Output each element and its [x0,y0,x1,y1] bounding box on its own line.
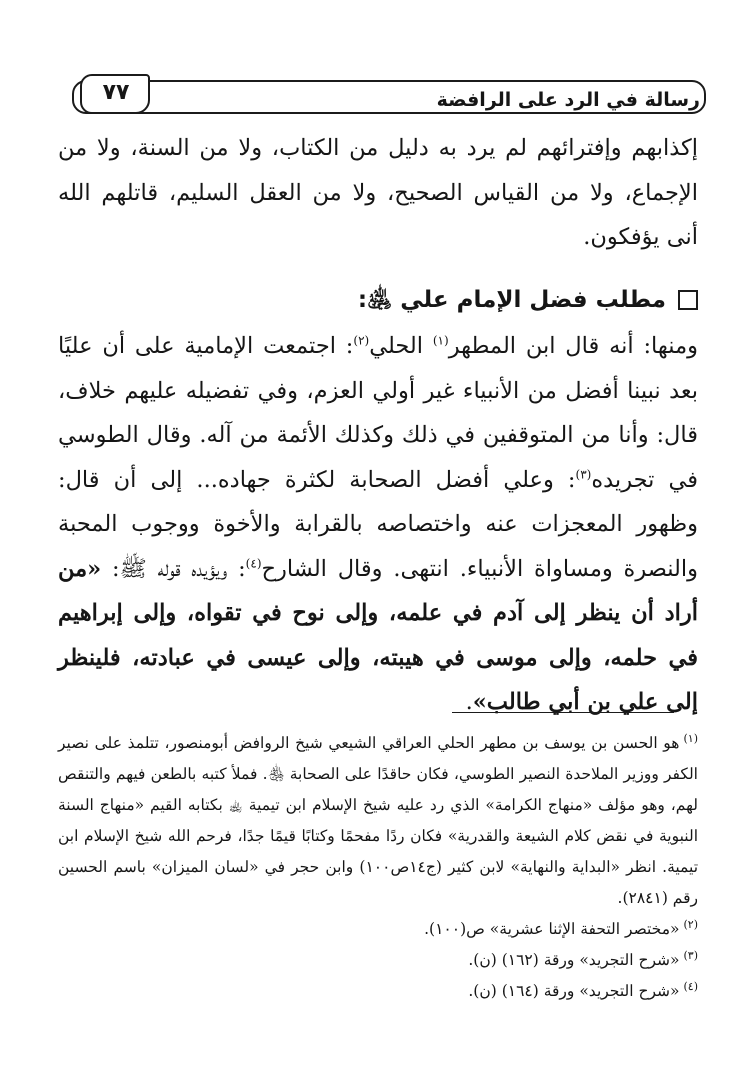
footnote-number: (١) [683,731,698,745]
page-number: ٧٧ [102,80,130,105]
footnote-number: (٤) [683,979,698,993]
paragraph-2 [58,324,698,725]
paragraph-2-part-3: : اجتمعت الإمامية على أن عليًا بعد نبينا أفضل من الأنبياء غير أولي العزم، وفي تفضيله عليهم خلاف، قال: وأنا من المتوقفين في ذلك وكذلك الأئمة من آله. وقال الطوسي في تجريده [58,333,698,493]
footnote-3 [58,945,698,976]
footnote-text: «مختصر التحفة الإثنا عشرية» ص(١٠٠). [424,920,680,938]
square-bullet-icon [678,290,698,310]
section-heading [58,280,698,320]
footnote-number: (٢) [683,917,698,931]
paragraph-2-part-1: ومنها: أنه قال ابن المطهر [448,333,698,359]
paragraph-2-end: . [465,689,473,715]
footnote-ref-4[interactable]: (٤) [245,556,262,570]
footnote-ref-1[interactable]: (١) [432,333,449,348]
paragraph-2-part-5: : ويؤيده قوله ﷺ: [101,555,246,582]
paragraph-1: إكذابهم وإفترائهم لم يرد به دليل من الكتاب، ولا من السنة، ولا من الإجماع، ولا من القياس الصحيح، ولا من العقل السليم، قاتلهم الله أنى يؤفكون. [58,135,698,250]
footnote-number: (٣) [683,948,698,962]
footnote-text: «شرح التجريد» ورقة (١٦٤) (ن). [468,982,680,1000]
section-heading-text: مطلب فضل الإمام علي ﵁: [357,287,666,313]
footnote-text: هو الحسن بن يوسف بن مطهر الحلي العراقي الشيعي شيخ الروافض أبومنصور، تتلمذ على نصير الكفر ووزير الملاحدة النصير الطوسي، فكان حاقدًا على الصحابة ﵃. فملأ كتبه بالطعن فيهم والتنقص لهم، وهو مؤلف «منهاج الكرامة» الذي رد عليه شيخ الإسلام ابن تيمية ﵀ بكتابه القيم «منهاج السنة النبوية في نقض كلام الشيعة والقدرية» فكان ردًا مفحمًا وكتابًا قيمًا جدًا، فرحم الله شيخ الإسلام ابن تيمية. انظر «البداية والنهاية» لابن كثير (ج١٤ص١٠٠) وابن حجر في «لسان الميزان» باسم الحسين رقم (٢٨٤١). [58,734,699,907]
footnote-text: «شرح التجريد» ورقة (١٦٢) (ن). [468,951,680,969]
paragraph-2-part-2: الحلي [369,333,433,359]
footnote-separator [452,712,674,713]
footnote-ref-3[interactable]: (٣) [575,467,592,481]
footnote-ref-2[interactable]: (٢) [353,333,370,348]
hadith-quote: «من أراد أن ينظر إلى آدم في علمه، وإلى نوح في تقواه، وإلى إبراهيم في حلمه، وإلى موسى في هيبته، وإلى عيسى في عبادته، فلينظر إلى علي بن أبي طالب» [58,555,698,715]
footnote-2 [58,914,698,945]
footnote-1 [58,728,698,914]
footnotes [58,728,698,1007]
footnote-4 [58,976,698,1007]
paragraph-2-part-4: : وعلي أفضل الصحابة لكثرة جهاده... إلى أن قال: وظهور المعجزات عنه واختصاصه بالقرابة والأخوة ووجوب المحبة والنصرة ومساواة الأنبياء. انتهى. وقال الشارح [58,466,699,582]
running-title: رسالة في الرد على الرافضة [436,89,700,111]
